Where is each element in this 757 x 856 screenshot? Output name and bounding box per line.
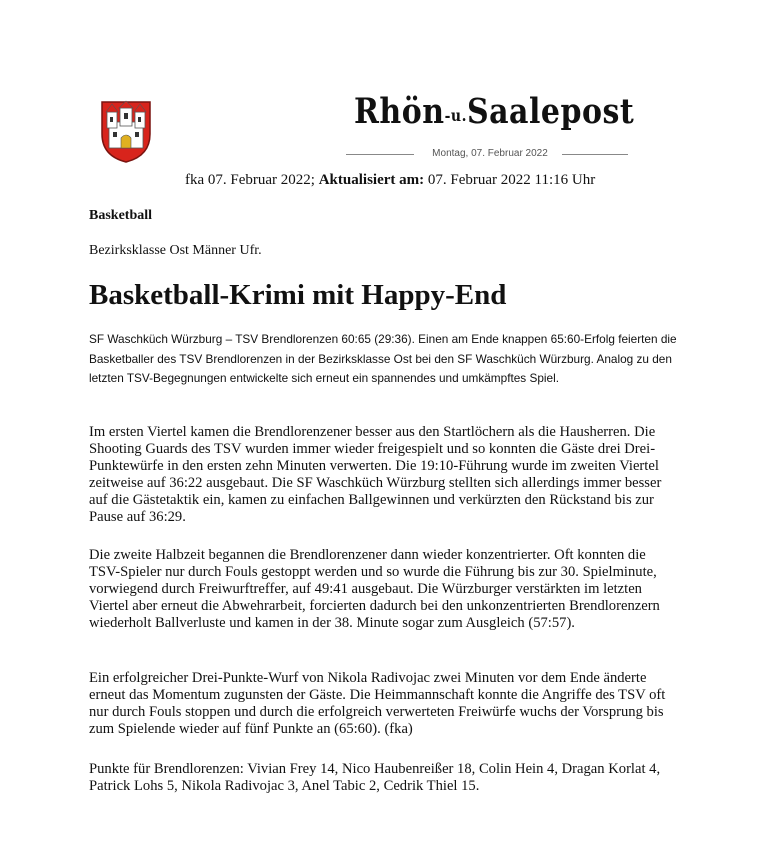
league-label: Bezirksklasse Ost Männer Ufr. (89, 243, 262, 258)
edition-date: Montag, 07. Februar 2022 (432, 148, 548, 159)
article-paragraph: Die zweite Halbzeit begannen die Brendlorenzener dann wieder konzentrierter. Oft konnten die TSV-Spieler nur durch Fouls gestoppt werden und so wurde die Führung bis zur 30. Spielminute, vorwiegend durch Freiwurftreffer, auf 49:41 ausgebaut. Die Würzburger verstärkten im letzten Viertel aber erneut die Abwehrarbeit, forcierten dadurch bei den unkonzentrierten Brendlorenzern wiederholt Ballverluste und kamen in der 38. Minute sogar zum Ausgleich (57:57). (89, 547, 660, 631)
article-meta (185, 172, 595, 189)
newspaper-title: Rhön-u.Saalepost (354, 92, 635, 133)
article-headline: Basketball-Krimi mit Happy-End (89, 279, 507, 311)
article-paragraph: Punkte für Brendlorenzen: Vivian Frey 14, Nico Haubenreißer 18, Colin Hein 4, Dragan Korlat 4, Patrick Lohs 5, Nikola Radivojac 3, Anel Tabic 2, Cedrik Thiel 15. (89, 761, 661, 794)
updated-label: Aktualisiert am: (318, 172, 425, 188)
article-paragraph: Im ersten Viertel kamen die Brendlorenzener besser aus den Startlöchern als die Hausherren. Die Shooting Guards des TSV wurden immer wieder freigespielt und so konnten die Gäste drei Drei-Punktewürfe in den ersten zehn Minuten verwerten. Die 19:10-Führung wurde im zweiten Viertel zeitweise auf 36:22 ausgebaut. Die SF Waschküch Würzburg stellten sich allerdings immer besser auf die Gästetaktik ein, kamen zu einfachen Ballgewinnen und verkürzten den Rückstand bis zur Pause auf 36:29. (89, 424, 662, 525)
author-date: fka 07. Februar 2022; (185, 172, 315, 188)
article-lead: SF Waschküch Würzburg – TSV Brendlorenzen 60:65 (29:36). Einen am Ende knappen 65:60-Erfolg feierten die Basketballer des TSV Brendlorenzen in der Bezirksklasse Ost bei den SF Waschküch Würzburg. Analog zu den letzten TSV-Begegnungen entwickelte sich erneut ein spannendes und umkämpftes Spiel. (89, 332, 677, 385)
masthead-rule-right (562, 154, 628, 155)
section-label: Basketball (89, 208, 153, 223)
masthead (340, 92, 640, 172)
coat-of-arms-icon (100, 100, 152, 164)
masthead-rule-left (346, 154, 414, 155)
updated-value: 07. Februar 2022 11:16 Uhr (427, 172, 596, 188)
article-paragraph: Ein erfolgreicher Drei-Punkte-Wurf von Nikola Radivojac zwei Minuten vor dem Ende änderte erneut das Momentum zugunsten der Gäste. Die Heimmannschaft konnte die Angriffe des TSV oft nur durch Fouls stoppen und durch die erfolgreich verwerteten Freiwürfe wuchs der Vorsprung bis zum Spielende wieder auf fünf Punkte an (65:60). (fka) (89, 670, 666, 737)
